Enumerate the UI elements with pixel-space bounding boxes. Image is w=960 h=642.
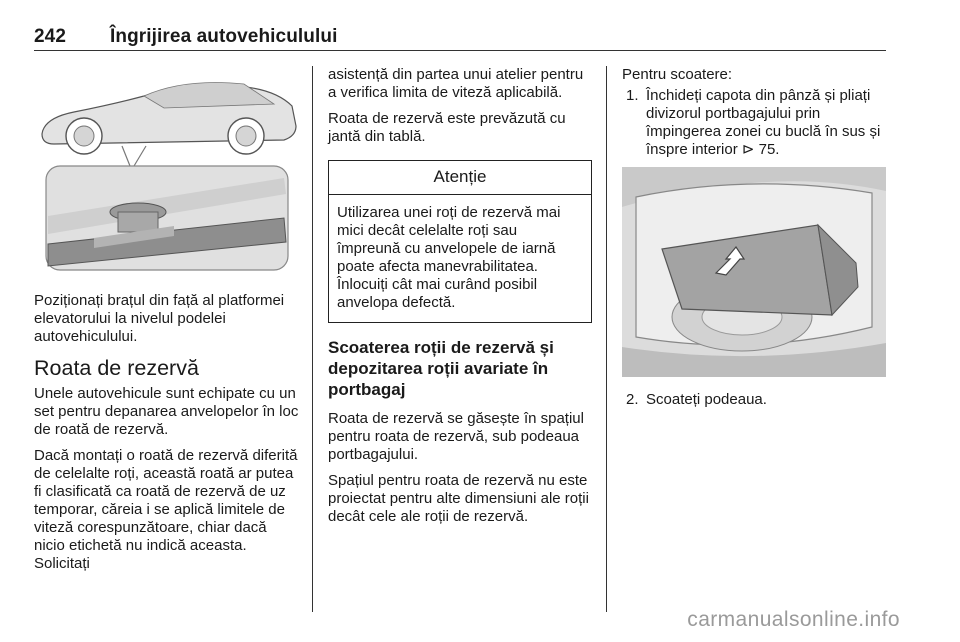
page-reference: 75. <box>758 141 780 158</box>
column-2 <box>328 66 592 534</box>
page-header <box>34 26 337 48</box>
section-heading-spare-wheel: Roata de rezervă <box>34 356 199 380</box>
page-number: 242 <box>34 26 67 47</box>
column-1 <box>34 66 300 581</box>
chapter-title: Îngrijirea autovehiculului <box>110 26 338 47</box>
page-reference-icon: ⊳ <box>741 141 755 158</box>
removal-intro: Pentru scoatere: <box>622 66 733 83</box>
step-number: 2. <box>626 391 639 408</box>
column-3 <box>622 66 888 417</box>
trunk-floor-illustration <box>622 167 886 377</box>
paragraph: Roata de rezervă se găsește în spațiul pentru roata de rezervă, sub podeaua portbagajului. <box>328 410 584 463</box>
step-1 <box>622 87 888 159</box>
car-lift-illustration <box>34 66 300 274</box>
subsection-heading: Scoaterea roții de rezervă și depozitarea roții avariate în portbagaj <box>328 338 554 399</box>
step-text: Scoateți podeaua. <box>646 391 767 408</box>
warning-body: Utilizarea unei roți de rezervă mai mici decât celelalte roți sau împreună cu anvelopele de iarnă poate afecta manevrabilitatea. Înlocuiți cât mai curând posibil anvelopa defectă. <box>337 204 561 311</box>
watermark: carmanualsonline.info <box>687 608 900 631</box>
paragraph: Roata de rezervă este prevăzută cu jantă din tablă. <box>328 110 566 145</box>
step-number: 1. <box>626 87 639 104</box>
warning-title: Atenție <box>329 161 591 195</box>
step-2 <box>622 391 888 409</box>
warning-box <box>328 160 592 323</box>
figure-caption: Poziționați brațul din față al platformei elevatorului la nivelul podelei autovehiculului. <box>34 292 285 345</box>
column-divider-2 <box>606 66 607 612</box>
paragraph: asistență din partea unui atelier pentru a verifica limita de viteză aplicabilă. <box>328 66 584 101</box>
paragraph: Dacă montați o roată de rezervă diferită de celelalte roți, această roată ar putea fi clasificată ca roată de rezervă de uz temporar, căreia i se aplică limitele de viteză corespunzătoare, chiar dacă nicio etichetă nu indică aceasta. Solicitați <box>34 447 298 572</box>
header-rule <box>34 50 886 51</box>
step-text: Închideți capota din pânză și pliați divizorul portbagajului prin împingerea zonei cu buclă în sus și înspre interior <box>646 87 881 158</box>
column-divider-1 <box>312 66 313 612</box>
paragraph: Spațiul pentru roata de rezervă nu este proiectat pentru alte dimensiuni ale roții decât cele ale roții de rezervă. <box>328 472 589 525</box>
paragraph: Unele autovehicule sunt echipate cu un set pentru depanarea anvelopelor în loc de roată de rezervă. <box>34 385 299 438</box>
